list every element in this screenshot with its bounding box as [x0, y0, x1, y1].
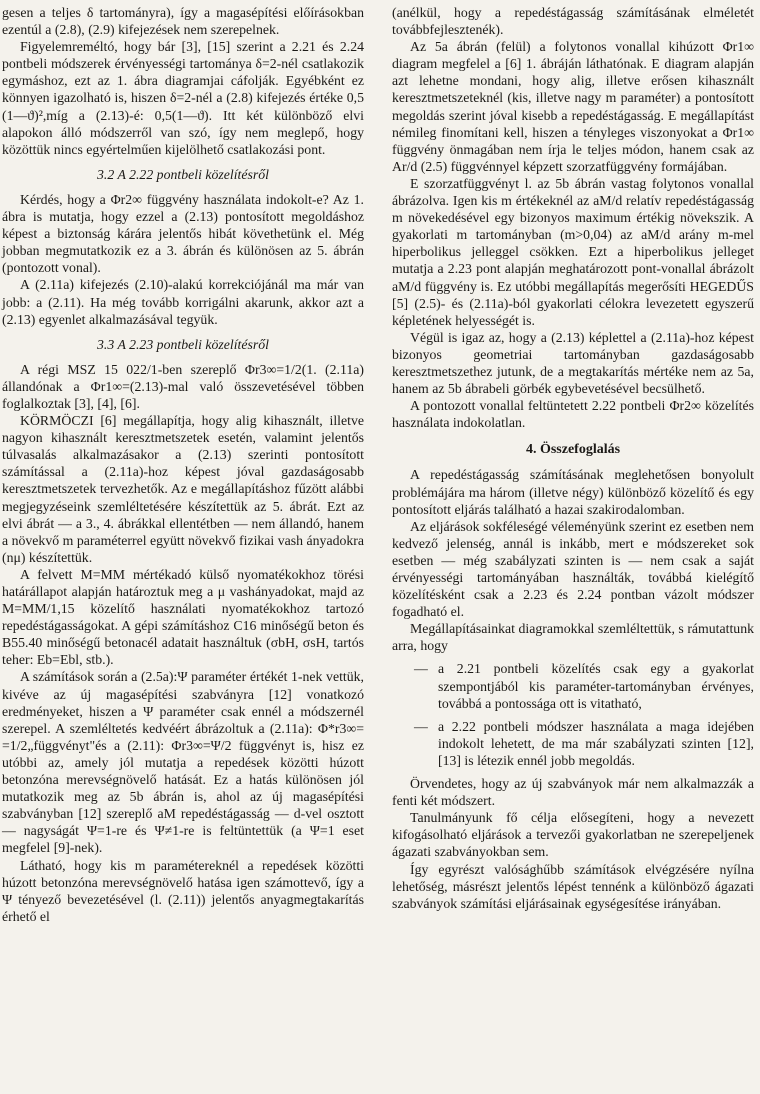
paragraph: Figyelemreméltó, hogy bár [3], [15] szerint a 2.21 és 2.24 pontbeli módszerek érvényességi tartománya δ=2-nél csatlakozik egymáshoz, ezt az 1. ábra diagramjai cáfolják. Egyébként ez könnyen igazolható is, hiszen δ=2-nél a (2.8) kifejezés értéke 0,5 (1—ϑ)²,míg a (2.13)-é: 0,5(1—ϑ). Itt két különböző elvi alapokon álló módszerről van szó, így nem meglepő, hogy közöttük nincs egyértelműen kijelölhető csatlakozási pont. [2, 39, 364, 157]
right-column [392, 4, 754, 912]
section-heading-4: 4. Összefoglalás [525, 442, 621, 458]
list-item-text: a 2.22 pontbeli módszer használata a maga idejében indokolt lehetett, de ma már szabályzati szinten [12], [13] is létezik ennél jobb megoldás. [438, 718, 754, 768]
paragraph: gesen a teljes δ tartományra), így a magasépítési előírásokban ezentúl a (2.8), (2.9) kifejezések nem szerepelnek. [2, 5, 364, 38]
paragraph: Így egyrészt valósághűbb számítások elvégzésére nyílna lehetőség, másrészt jelentős lépést tennénk a különböző ágazati szabványok számítási eljárásainak egységesítése irányában. [392, 861, 754, 911]
left-column [2, 4, 364, 925]
paragraph: Tanulmányunk fő célja elősegíteni, hogy a nevezett kifogásolható eljárások a tervezői gyakorlatban ne szerepeljenek ágazati szabványokban sem. [392, 810, 754, 860]
paragraph: KÖRMÖCZI [6] megállapítja, hogy alig kihasznált, illetve nagyon kihasznált keresztmetszetek esetén, valamint jelentős túlvasalás alkalmazásakor a (2.13) szerinti pontosított számítással a (2.11a)-hoz képest jóval gazdaságosabb keresztmetszetek tervezhetők. Az e megállapításhoz fűzött alábbi megjegyzéseink szemléltetésére készítettük az 5. ábrát. Ezt az elvi ábrát — a 3., 4. ábrákkal ellentétben — nem állandó, hanem a növekvő m paraméterrel együtt növekvő fizikai vash ányadokra (nμ) készítettük. [2, 413, 364, 565]
paragraph: Látható, hogy kis m paramétereknél a repedések közötti húzott betonzóna merevségnövelő hatása igen számottevő, így a Ψ tényező bevezetésével (l. (2.11)) jelentős anyagmegtakarítás érhető el [2, 857, 364, 924]
paragraph: (anélkül, hogy a repedéstágasság számításának elméletét továbbfejlesztenék). [392, 5, 754, 38]
paragraph: E szorzatfüggvényt l. az 5b ábrán vastag folytonos vonallal ábrázolva. Igen kis m értékeknél az aM/d relatív repedéstágasság m növekedésével egy bizonyos maximum értékig növekszik. A gyakorlati m tartományban (m>0,04) az aM/d arány m-mel hiperbolikus jelleggel csökken. Ezt a hiperbolikus jelleget mutatja a 2.23 pont alapján meghatározott pont-vonallal ábrázolt aM/d függvény is. Ez utóbbi megállapítás megerősíti HEGEDŰS [5] (2.5)- és (2.11a)-ból gyakorlati célokra levezetett egyszerű képletének helyességét is. [392, 175, 754, 328]
paragraph: Végül is igaz az, hogy a (2.13) képlettel a (2.11a)-hoz képest bizonyos geometriai tartományban gazdaságosabb keresztmetszethez jutunk, de a megtakarítás mértéke nem az 5a, hanem az 5b ábrabeli görbék egybevetésével becsülhető. [392, 329, 754, 397]
list-item [392, 718, 754, 769]
paragraph: Kérdés, hogy a Φr2∞ függvény használata indokolt-e? Az 1. ábra is mutatja, hogy ezzel a (2.13) pontosított megoldáshoz képest a biztonság kárára jelentős hibát követhetünk el. Még jobban megmutatkozik ez a 3. ábrán és különösen az 5. ábrán (pontozott vonal). [2, 191, 364, 276]
paragraph: A pontozott vonallal feltüntetett 2.22 pontbeli Φr2∞ közelítés használata indokolatlan. [392, 398, 754, 431]
findings-list [392, 660, 754, 769]
paragraph: A (2.11a) kifejezés (2.10)-alakú korrekciójánál ma már van jobb: a (2.11). Ha még tovább korrigálni akarunk, akkor azt a (2.13) egyenlet alkalmazásával tegyük. [2, 277, 364, 327]
list-item-text: a 2.21 pontbeli közelítés csak egy a gyakorlat szempontjából kis paraméter-tartományban érvényes, továbbá a pontossága ott is vitatható, [438, 661, 754, 711]
paragraph: A felvett M=MM mértékadó külső nyomatékokhoz törési határállapot alapján határoztuk meg a μ vashányadokat, majd az M=MM/1,15 közelítő használati nyomatékokhoz tartozó repedéstágasságokat. A gépi számításhoz C16 minőségű beton és B55.40 minőségű betonacél adatait használtuk (σbH, σsH, tartós teher: Eb=Ebl, stb.). [2, 566, 364, 668]
section-heading-3-3: 3.3 A 2.23 pontbeli közelítésről [97, 336, 269, 352]
paragraph: A repedéstágasság számításának meglehetősen bonyolult problémájára ma három (illetve négy) különböző közelítő és egy pontosított eljárás található a hazai szakirodalomban. [392, 467, 754, 517]
dash-marker: — [414, 661, 428, 677]
section-heading-3-2: 3.2 A 2.22 pontbeli közelítésről [97, 166, 269, 182]
paragraph: Örvendetes, hogy az új szabványok már nem alkalmazzák a fenti két módszert. [392, 776, 754, 809]
paragraph: Az 5a ábrán (felül) a folytonos vonallal kihúzott Φr1∞ diagram megfelel a [6] 1. ábráján láthatónak. E diagram alapján azt lehetne mondani, hogy alig, illetve erősen kihasznált keresztmetszeteknél (kis, illetve nagy m paraméter) a pontosított megoldás szerint jóval kisebb a repedéstágasság. E megállapítást némileg finomítani kell, hiszen a tényleges viszonyokat a Φr1∞ függvény önmagában nem írja le teljes módon, hanem csak az Ar/d (2.5) függvénnyel képzett szorzatfüggvény formájában. [392, 39, 754, 174]
paragraph: Az eljárások sokféleségé véleményünk szerint ez esetben nem kedvező jelenség, annál is inkább, mert e módszereket sok esetben — még szabályzati szinten is — nem csak a saját érvényességi tartományában használták, továbbá kielégítő közelítésként csak a 2.23 és 2.24 pontban vázolt módszer fogadható el. [392, 518, 754, 620]
paragraph: Megállapításainkat diagramokkal szemléltettük, s rámutattunk arra, hogy [392, 621, 754, 654]
dash-marker: — [414, 718, 428, 734]
paragraph: A régi MSZ 15 022/1-ben szereplő Φr3∞=1/2(1. (2.11a) állandónak a Φr1∞=(2.13)-mal való összevetésével többen foglalkoztak [3], [4], [6]. [2, 361, 364, 411]
paragraph: A számítások során a (2.5a):Ψ paraméter értékét 1-nek vettük, kivéve az új magasépítési szabványra [12] vonatkozó eredményeket, hiszen a Ψ paraméter csak ennél a módszernél szerepel. A szemléltetés kedvéért ábrázoltuk a (2.11a): Φ*r3∞= =1/2„függvényt"és a (2.11): Φr3∞=Ψ/2 függvényt is, hisz ez utóbbi az, amely jól mutatja a repedések közötti húzott betonzóna merevségnövelő hatását. Ez a hatás különösen jól mutatkozik meg az 5b ábrán is, ahol az új magasépítési szabványban [12] szereplő aM repedéstágasság — d-vel osztott — nagyságát Ψ=1-re és Ψ≠1-re is feltüntettük (a Ψ=1 eset megfelel [9]-nek). [2, 669, 364, 856]
list-item [392, 660, 754, 711]
